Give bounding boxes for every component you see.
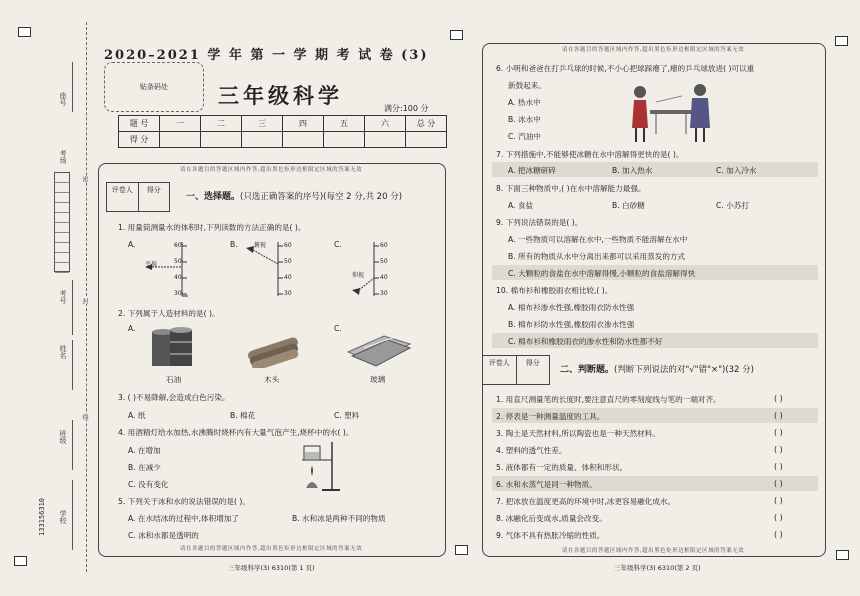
- warning-text: 请在各题目的答题区域内作答,超出黑色矩形边框限定区域的答案无效: [561, 548, 745, 554]
- option: A. 纸: [128, 411, 146, 420]
- tick-label: 40: [284, 274, 292, 281]
- tick-label: 30: [380, 290, 388, 297]
- side-label-exam-room: 考场: [59, 150, 67, 164]
- side-label-name: 姓名: [59, 345, 67, 359]
- option: B. 棉花: [230, 411, 256, 420]
- question-4: 4. 用酒精灯给水加热,水沸腾时烧杯内有大量气泡产生,烧杯中的水( )。: [118, 428, 354, 437]
- judgement-item: 9. 气体不具有热胀冷缩的性质。: [496, 531, 605, 540]
- binding-word: 线: [81, 414, 88, 420]
- answer-parentheses[interactable]: ( ): [774, 411, 783, 420]
- grader-box: [106, 182, 170, 212]
- question-9: 9. 下列说法错误的是( )。: [496, 218, 583, 227]
- option: A. 在水结冰的过程中,体积增加了: [128, 514, 240, 523]
- score-table-row: [119, 116, 447, 132]
- option: A. 食盐: [508, 201, 534, 210]
- registration-mark: [14, 556, 27, 566]
- option: A. 在增加: [128, 446, 161, 455]
- answer-parentheses[interactable]: ( ): [774, 513, 783, 522]
- label-fushi: 俯视: [254, 242, 267, 249]
- registration-mark: [450, 30, 463, 40]
- judgement-item: 6. 水和水蒸气是同一种物质。: [496, 480, 597, 489]
- measuring-cylinder-a: [140, 240, 200, 300]
- tick-label: 50: [174, 258, 182, 265]
- option: C. 加入冷水: [716, 166, 757, 175]
- option: A. 热水中: [508, 98, 541, 107]
- side-rule: [72, 280, 73, 335]
- section-2-note: (判断下列说法的对"√"错"×")(32 分): [614, 365, 754, 375]
- section-2-title: 二、判断题。: [560, 365, 615, 375]
- tick-label: 60: [284, 242, 292, 249]
- option: A. 把冰糖研碎: [508, 166, 556, 175]
- side-rule: [72, 62, 73, 112]
- grader-label: 评卷人: [107, 183, 139, 211]
- side-rule: [72, 420, 73, 470]
- score-table-cell[interactable]: [324, 132, 365, 148]
- question-2: 2. 下列属于人造材料的是( )。: [118, 309, 220, 318]
- answer-parentheses[interactable]: ( ): [774, 479, 783, 488]
- answer-parentheses[interactable]: ( ): [774, 445, 783, 454]
- tick-label: 30: [174, 290, 182, 297]
- score-table-cell: 五: [324, 116, 365, 132]
- registration-mark: [455, 545, 468, 555]
- option: A. 棉布衫渗水性强,橡胶雨衣防水性强: [508, 303, 635, 312]
- question-1: 1. 用量筒测量水的体积时,下列读数的方法正确的是( )。: [118, 223, 306, 232]
- score-table-cell[interactable]: [242, 132, 283, 148]
- serial-number: 1331​56310: [38, 498, 46, 536]
- option: A. 一些物质可以溶解在水中,一些物质不能溶解在水中: [508, 235, 688, 244]
- side-label-class: 班级: [59, 430, 67, 444]
- option: B. 所有的物质从水中分离出来都可以采用蒸发的方式: [508, 252, 686, 261]
- full-score: 满分:100 分: [384, 104, 429, 113]
- side-label-exam-no: 考号: [59, 290, 67, 304]
- score-table-cell[interactable]: [160, 132, 201, 148]
- registration-mark: [835, 36, 848, 46]
- option: B. 在减少: [128, 463, 161, 472]
- section-1-note: (只选正确答案的序号)(每空 2 分,共 20 分): [240, 192, 403, 202]
- option-label: B.: [230, 240, 238, 249]
- score-table-cell: 三: [242, 116, 283, 132]
- question-5: 5. 下列关于冰和水的说法错误的是( )。: [118, 497, 250, 506]
- judgement-item: 8. 冰融化后变成水,质量会改变。: [496, 514, 607, 523]
- page-footer-right: 三年级科学(3) 6310(第 2 页): [614, 564, 701, 572]
- exam-title: 2020–2021 学 年 第 一 学 期 考 试 卷 (3): [104, 48, 429, 63]
- warning-text: 请在各题目的答题区域内作答,超出黑色矩形边框限定区域的答案无效: [179, 546, 363, 552]
- question-6-cont: 新鼓起来。: [508, 81, 546, 90]
- tick-label: 30: [284, 290, 292, 297]
- judgement-item: 2. 停表是一种测量温度的工具。: [496, 412, 605, 421]
- measuring-cylinder-b: [242, 240, 302, 300]
- section-1-heading: [186, 189, 402, 202]
- tick-label: 50: [284, 258, 292, 265]
- score-table-cell: 得 分: [119, 132, 160, 148]
- judgement-item: 5. 液体都有一定的质量、体积和形状。: [496, 463, 628, 472]
- question-7: 7. 下列措施中,不能够使冰糖在水中溶解得更快的是( )。: [496, 150, 684, 159]
- option: C. 冰和水都是透明的: [128, 531, 199, 540]
- section-2-heading: [560, 362, 754, 375]
- tick-label: 60: [174, 242, 182, 249]
- judgement-item: 1. 用直尺测量笔的长度时,要注意直尺的零刻度线与笔的一端对齐。: [496, 395, 721, 404]
- option-label: C.: [334, 324, 342, 333]
- judgement-item: 7. 把冰放在温度更高的环境中时,冰更容易融化成水。: [496, 497, 676, 506]
- option: C. 大颗粒的食盐在水中溶解得慢,小颗粒的食盐溶解得快: [508, 269, 696, 278]
- score-table-cell: 题 号: [119, 116, 160, 132]
- ping-pong-players-image: [626, 80, 712, 144]
- registration-mark: [836, 550, 849, 560]
- tick-label: 50: [380, 258, 388, 265]
- exam-no-grid: [54, 172, 70, 272]
- tick-label: 40: [380, 274, 388, 281]
- score-table-cell: 总 分: [406, 116, 447, 132]
- question-3: 3. ( )不易降解,会造成白色污染。: [118, 393, 230, 402]
- option: B. 加入热水: [612, 166, 653, 175]
- score-table: [118, 115, 447, 148]
- side-label-seat: 座号: [59, 92, 67, 106]
- side-rule: [72, 340, 73, 390]
- warning-text: 请在各题目的答题区域内作答,超出黑色矩形边框限定区域的答案无效: [179, 167, 363, 173]
- side-rule: [72, 480, 73, 550]
- score-table-cell: 六: [365, 116, 406, 132]
- grader-score-label: 得分: [525, 359, 540, 367]
- grader-label: 评卷人: [483, 356, 517, 384]
- answer-parentheses[interactable]: ( ): [774, 462, 783, 471]
- answer-parentheses[interactable]: ( ): [774, 530, 783, 539]
- barcode-sticker-area: [104, 62, 204, 112]
- page-footer-left: 三年级科学(3) 6310(第 1 页): [228, 564, 315, 572]
- image-caption: 玻璃: [370, 375, 386, 384]
- binding-word: 密: [81, 176, 88, 182]
- question-6: 6. 小明和爸爸在打乒乓球的时候,不小心把球踩瘪了,瘪的乒乓球放进( )可以重: [496, 64, 755, 73]
- registration-mark: [18, 27, 31, 37]
- score-table-cell[interactable]: [406, 132, 447, 148]
- grader-score-label: 得分: [146, 186, 161, 194]
- question-10: 10. 棉布衫和橡胶雨衣相比较,( )。: [496, 286, 613, 295]
- tick-label: 40: [174, 274, 182, 281]
- section-1-title: 一、选择题。: [186, 192, 241, 202]
- alcohol-lamp-beaker-image: [292, 438, 342, 494]
- option-label: A.: [128, 324, 136, 333]
- judgement-item: 4. 塑料的透气性差。: [496, 446, 567, 455]
- warning-text: 请在各题目的答题区域内作答,超出黑色矩形边框限定区域的答案无效: [561, 47, 745, 53]
- score-table-cell: 一: [160, 116, 201, 132]
- grader-box: [482, 355, 550, 385]
- score-table-cell[interactable]: [201, 132, 242, 148]
- option: B. 水和冰是两种不同的物质: [292, 514, 386, 523]
- option: C. 小苏打: [716, 201, 749, 210]
- binding-word: 封: [81, 298, 88, 304]
- score-table-cell[interactable]: [365, 132, 406, 148]
- sticker-label: 贴条码处: [140, 83, 168, 91]
- option-label: C.: [334, 240, 342, 249]
- answer-parentheses[interactable]: ( ): [774, 394, 783, 403]
- subject-title: 三年级科学: [218, 83, 343, 108]
- option: C. 汽油中: [508, 132, 541, 141]
- image-caption: 石油: [166, 375, 182, 384]
- label-yangshi: 仰视: [352, 272, 365, 279]
- score-table-row: [119, 132, 447, 148]
- tick-label: 60: [380, 242, 388, 249]
- label-pingshi: 平视: [145, 261, 158, 268]
- image-caption: 木头: [264, 375, 280, 384]
- answer-parentheses[interactable]: ( ): [774, 428, 783, 437]
- judgement-item: 3. 陶土是天然材料,所以陶瓷也是一种天然材料。: [496, 429, 660, 438]
- question-8: 8. 下面三种物质中,( )在水中溶解能力最强。: [496, 184, 646, 193]
- binding-line: [86, 22, 87, 572]
- side-label-school: 学校: [59, 510, 67, 524]
- option: C. 塑料: [334, 411, 360, 420]
- score-table-cell: 二: [201, 116, 242, 132]
- score-table-cell[interactable]: [283, 132, 324, 148]
- option: B. 白砂糖: [612, 201, 645, 210]
- option-label: A.: [128, 240, 136, 249]
- glass-panes-image: [344, 326, 414, 368]
- option: C. 没有变化: [128, 480, 169, 489]
- option: C. 棉布衫和橡胶雨衣的渗水性和防水性都不好: [508, 337, 663, 346]
- option: B. 棉布衫防水性强,橡胶雨衣渗水性强: [508, 320, 635, 329]
- wood-logs-image: [243, 330, 303, 368]
- answer-parentheses[interactable]: ( ): [774, 496, 783, 505]
- option: B. 冰水中: [508, 115, 541, 124]
- oil-barrels-image: [148, 326, 198, 368]
- score-table-cell: 四: [283, 116, 324, 132]
